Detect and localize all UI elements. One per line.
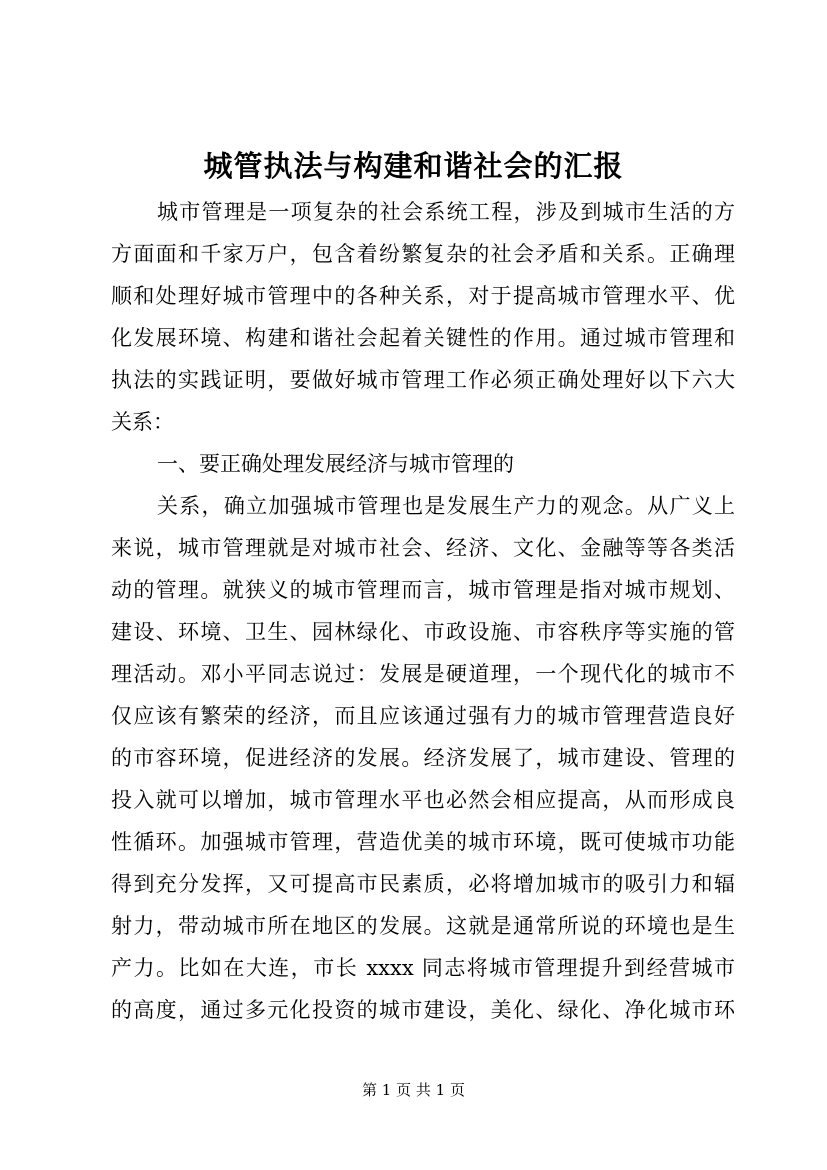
body-line: 的市容环境，促进经济的发展。经济发展了，城市建设、管理的 xyxy=(111,746,735,770)
body-line: 关系，确立加强城市管理也是发展生产力的观念。从广义上 xyxy=(157,494,735,518)
section-heading: 一、要正确处理发展经济与城市管理的 xyxy=(157,452,514,476)
body-line: 投入就可以增加，城市管理水平也必然会相应提高，从而形成良 xyxy=(111,788,735,812)
body-line: 建设、环境、卫生、园林绿化、市政设施、市容秩序等实施的管 xyxy=(111,620,735,644)
body-line: 产力。比如在大连，市长 xxxx 同志将城市管理提升到经营城市 xyxy=(111,956,735,980)
body-line: 方面面和千家万户，包含着纷繁复杂的社会矛盾和关系。正确理 xyxy=(111,242,735,266)
body-line: 城市管理是一项复杂的社会系统工程，涉及到城市生活的方 xyxy=(157,200,735,224)
body-line: 射力，带动城市所在地区的发展。这就是通常所说的环境也是生 xyxy=(111,914,735,938)
document-title: 城管执法与构建和谐社会的汇报 xyxy=(203,149,624,183)
body-line: 性循环。加强城市管理，营造优美的城市环境，既可使城市功能 xyxy=(111,830,735,854)
body-line: 理活动。邓小平同志说过：发展是硬道理，一个现代化的城市不 xyxy=(111,662,735,686)
body-line: 的高度，通过多元化投资的城市建设，美化、绿化、净化城市环 xyxy=(111,998,735,1022)
body-line: 关系： xyxy=(111,410,174,434)
body-line: 化发展环境、构建和谐社会起着关键性的作用。通过城市管理和 xyxy=(111,326,735,350)
page-footer: 第 1 页 共 1 页 xyxy=(362,1081,465,1099)
body-line: 动的管理。就狭义的城市管理而言，城市管理是指对城市规划、 xyxy=(111,578,735,602)
body-line: 来说，城市管理就是对城市社会、经济、文化、金融等等各类活 xyxy=(111,536,735,560)
body-line: 仅应该有繁荣的经济，而且应该通过强有力的城市管理营造良好 xyxy=(111,704,735,728)
body-line: 顺和处理好城市管理中的各种关系，对于提高城市管理水平、优 xyxy=(111,284,735,308)
body-line: 得到充分发挥，又可提高市民素质，必将增加城市的吸引力和辐 xyxy=(111,872,735,896)
body-line: 执法的实践证明，要做好城市管理工作必须正确处理好以下六大 xyxy=(111,368,735,392)
